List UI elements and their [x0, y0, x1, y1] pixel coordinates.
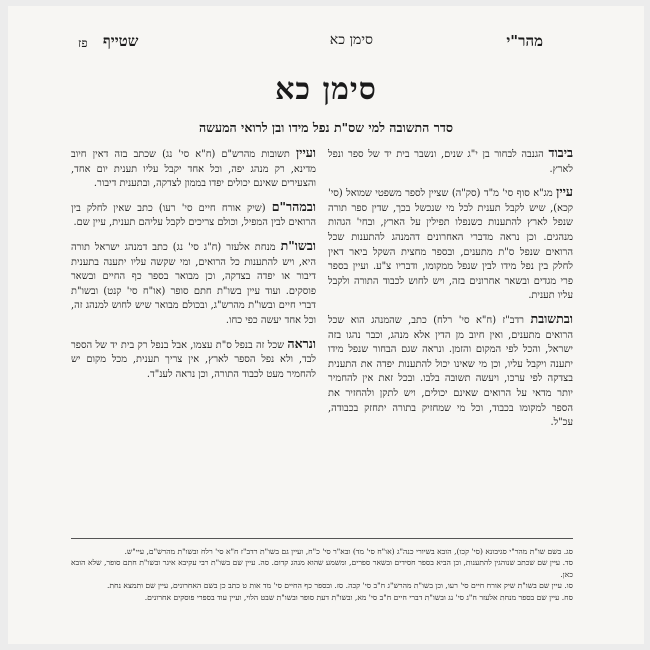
paragraph [328, 312, 573, 431]
right-column [328, 146, 573, 439]
section-subtitle: סדר התשובה למי שס"ת נפל מידו ובן לרואי המעשה [198, 120, 453, 135]
page-number: פז [78, 36, 88, 50]
paragraph [71, 146, 316, 192]
paragraph-text: רדב"ז (ח"א סי' רלח) כתב, שהמנהג הוא שכל הרואים מתענים, ואין חיוב מן הדין אלא מנהג, וכבר נהגו בזה ישראל, והכל לפי המקום והזמן. ונראה שגם הבחור שנפל מידו יתענה ויקבל עליו, וכן מי שאינו יכול להתענות יפדה את התענית בצדקה לפי ערכו, ויעשה תשובה בלבו. ובכל זאת אין להחמיר יותר מדאי על הרואים שאינם יכולים, ויש לתקן ולהחזיר את הספר למקומו בכבוד, וכל מי שמחזיק בתורה יתחזק בכבודה, עכ"ל. [328, 314, 573, 429]
paragraph-text: (שיק אורח חיים סי' רעו) כתב שאין לחלק בין הרואים לבין המפיל, וכולם צריכים לקבל עליהם תענית, עיין שם. [71, 202, 316, 229]
paragraph-text: תשובות מהרש"ם (ח"א סי' נג) שכתב בזה דאין חיוב מדינא, רק מנהג יפה, וכל אחד יקבל עליו תענית יום אחד, והצעירים שאינם יכולים יפדו בממון לצדקה, ובתענית דיבור. [71, 149, 316, 190]
running-head [103, 32, 543, 54]
page [8, 6, 644, 644]
lead-word: ונראה [287, 335, 316, 351]
paragraph [71, 239, 316, 329]
lead-word: ועיין [295, 145, 316, 160]
footnote-divider [71, 538, 573, 539]
section-title: סימן כא [275, 72, 377, 107]
paragraph [71, 200, 316, 231]
paragraph-text: מנחת אלעזר (ח"ג סי' נג) כתב דמנהג ישראל תורה היא, ויש להתענות כל הרואים, ומי שקשה עליו יתענה בתענית דיבור או יפדה בצדקה, וכן מבואר בספר כף החיים ובשאר פוסקים. ועוד עיין בשו"ת חתם סופר (או"ח סי' קנט) ובשו"ת דברי חיים ובשו"ת מהרש"ג, ובכולם מבואר שיש לחוש למנהג זה, וכל אחד יעשה כפי כחו. [71, 241, 316, 326]
paragraph [71, 337, 316, 383]
paragraph-text: מג"א סוף סי' מ"ד (סק"ה) שציין לספר משפטי שמואל (סי' קכא), שיש לקבל תענית לכל מי שנכשל בכך, שדין ספר תורה שנפל לארץ להתענות כשנפלו תפילין על הארץ, ובחי' הגהות מנהגים. וכן נראה מדברי האחרונים דהמנהג להתענות שכל הרואים שנפל ס"ת מתענים, ובספר מחצית השקל ביאר דאין לחלק בין נפל מידו לבין שנפל ממקומו, ודבריו צ"ע. ועיין בספר פרי מגדים ובשאר אחרונים בזה, ויש לחוש לכבוד התורה ולקבל עליו תענית. [328, 188, 573, 302]
footnotes [71, 546, 573, 603]
footnote: סד. עיין שם שכתב שנוהגין להתענות, וכן הביא בספר חסידים ובשאר ספרים, ומשמע שהוא מנהג קדום. סה. עיין שם בשו"ת רבי עקיבא איגר ובשו"ת חתם סופר, שלא הובא כאן. [71, 558, 573, 579]
lead-word: ובתשובת [530, 310, 573, 326]
footnote: סו. עיין שם בשו"ת שיק אורח חיים סי' רעו, וכן בשו"ת מהרש"ג ח"ב סי' קכה. סז. ובספר כף החיים סי' מד אות ט כתב כן בשם האחרונים, עיין שם ותמצא נחת. [106, 581, 573, 591]
running-head-right: מהר"י [506, 32, 543, 50]
left-column [71, 146, 316, 390]
paragraph [328, 146, 573, 177]
lead-word: ובשו"ת [280, 237, 316, 253]
paragraph [328, 185, 573, 304]
footnote: סח. עיין שם בספר מנחת אלעזר ח"ג סי' נג ובשו"ת דברי חיים ח"ב סי' מא, ובשו"ת דעת סופר ובשו"ת שבט הלוי, ועיין עוד בספרי פוסקים אחרונים. [144, 592, 573, 602]
footnote: סג. בשם שו"ת מהר"י סגיבונא (סי' קכו), הובא בשיורי כנה"ג (או"ח סי' מד) ובא"ר סי' כ"ח, ועיין גם בשו"ת רדב"ז ח"א סי' רלח ובשו"ת מהרש"ם, עיי"ש. [124, 547, 573, 556]
running-head-left: שטייף [103, 32, 139, 50]
lead-word: ביבוד [548, 145, 573, 160]
lead-word: ובמהר"ם [271, 198, 316, 214]
lead-word: עיין [556, 184, 573, 200]
paragraph-text: הגנבה לבחור בן י"ג שנים, ונשבר בית יד של ספר ונפל לארץ. [328, 149, 573, 175]
paragraph-text: שכל זה בנפל ס"ת עצמו, אבל בנפל רק בית יד של הספר לבד, ולא נפל הספר לארץ, אין צריך תענית, מכל מקום יש להחמיר מעט לכבוד התורה, וכן נראה לענ"ד. [71, 339, 316, 380]
running-head-center: סימן כא [329, 32, 373, 48]
